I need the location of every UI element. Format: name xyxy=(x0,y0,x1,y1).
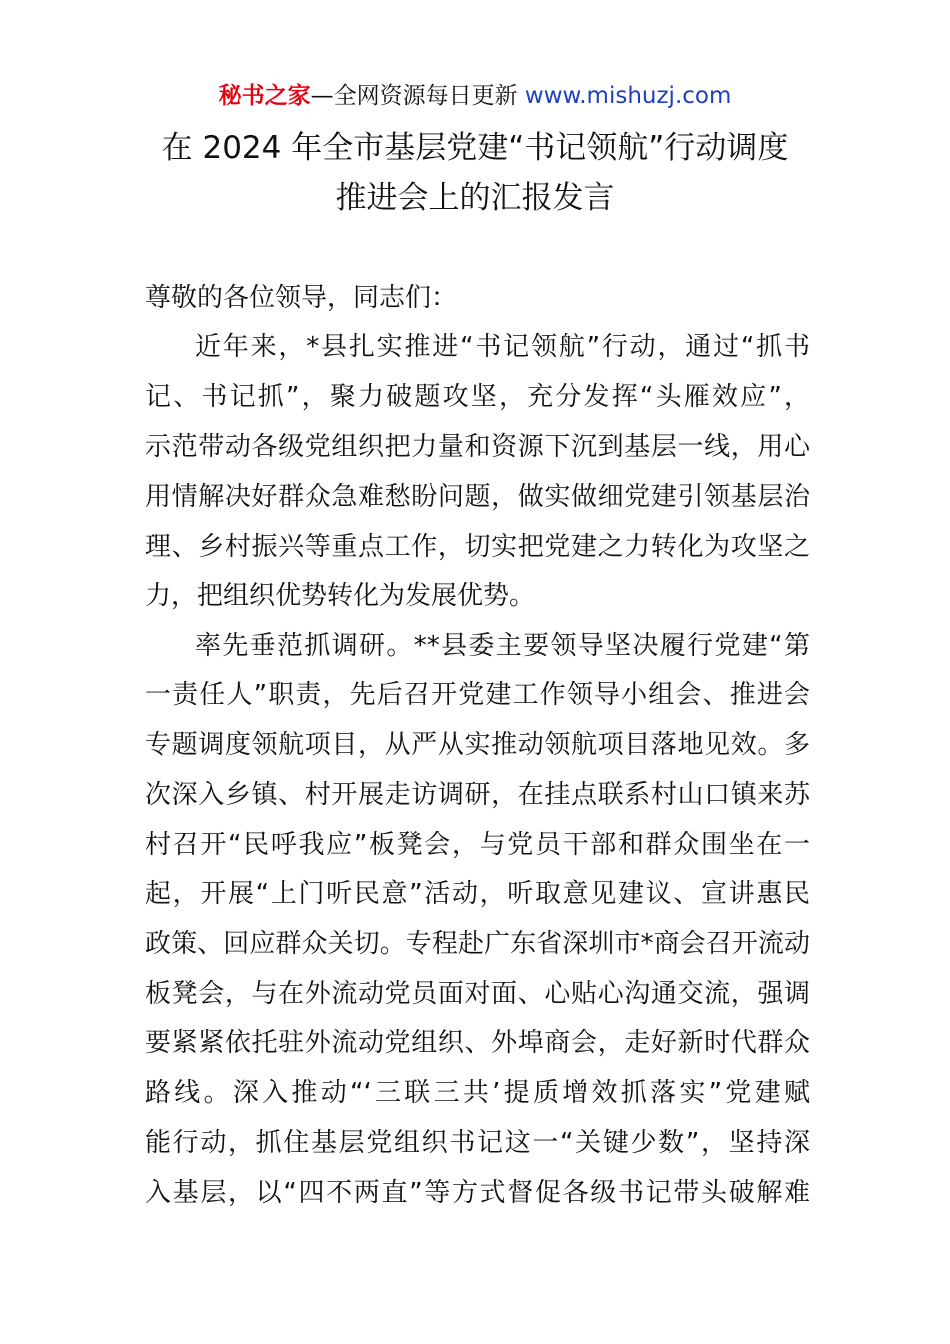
body-line: 次深入乡镇、村开展走访调研，在挂点联系村山口镇来苏 xyxy=(145,780,810,810)
body-line: 能行动，抓住基层党组织书记这一“关键少数”，坚持深 xyxy=(145,1128,810,1158)
body-line: 用情解决好群众急难愁盼问题，做实做细党建引领基层治 xyxy=(145,482,810,512)
site-brand: 秘书之家 xyxy=(218,83,311,109)
body-line: 理、乡村振兴等重点工作，切实把党建之力转化为攻坚之 xyxy=(145,532,810,562)
body-line: 示范带动各级党组织把力量和资源下沉到基层一线，用心 xyxy=(145,432,810,462)
body-line: 路线。深入推动“‘三联三共’提质增效抓落实”党建赋 xyxy=(145,1078,810,1108)
body-line: 记、书记抓”，聚力破题攻坚，充分发挥“头雁效应”， xyxy=(145,382,810,412)
body-line: 村召开“民呼我应”板凳会，与党员干部和群众围坐在一 xyxy=(145,830,810,860)
body-line: 政策、回应群众关切。专程赴广东省深圳市*商会召开流动 xyxy=(145,929,810,959)
body-line: 一责任人”职责，先后召开党建工作领导小组会、推进会 xyxy=(145,680,810,710)
body-line: 力，把组织优势转化为发展优势。 xyxy=(145,581,536,611)
body-line: 专题调度领航项目，从严从实推动领航项目落地见效。多 xyxy=(145,730,810,760)
greeting: 尊敬的各位领导，同志们： xyxy=(145,283,458,313)
site-tagline: —全网资源每日更新 xyxy=(310,83,525,109)
body-line: 率先垂范抓调研。**县委主要领导坚决履行党建“第 xyxy=(195,631,810,661)
site-header xyxy=(0,80,950,112)
body-line: 板凳会，与在外流动党员面对面、心贴心沟通交流，强调 xyxy=(145,979,810,1009)
body-line: 入基层，以“四不两直”等方式督促各级书记带头破解难 xyxy=(145,1178,810,1208)
document-title-line-2: 推进会上的汇报发言 xyxy=(335,180,615,216)
body-line: 近年来，*县扎实推进“书记领航”行动，通过“抓书 xyxy=(195,332,810,362)
document-title-line-1: 在 2024 年全市基层党建“书记领航”行动调度 xyxy=(161,130,789,166)
body-line: 要紧紧依托驻外流动党组织、外埠商会，走好新时代群众 xyxy=(145,1028,810,1058)
body-line: 起，开展“上门听民意”活动，听取意见建议、宣讲惠民 xyxy=(145,879,810,909)
site-url-link[interactable]: www.mishuzj.com xyxy=(524,83,732,109)
